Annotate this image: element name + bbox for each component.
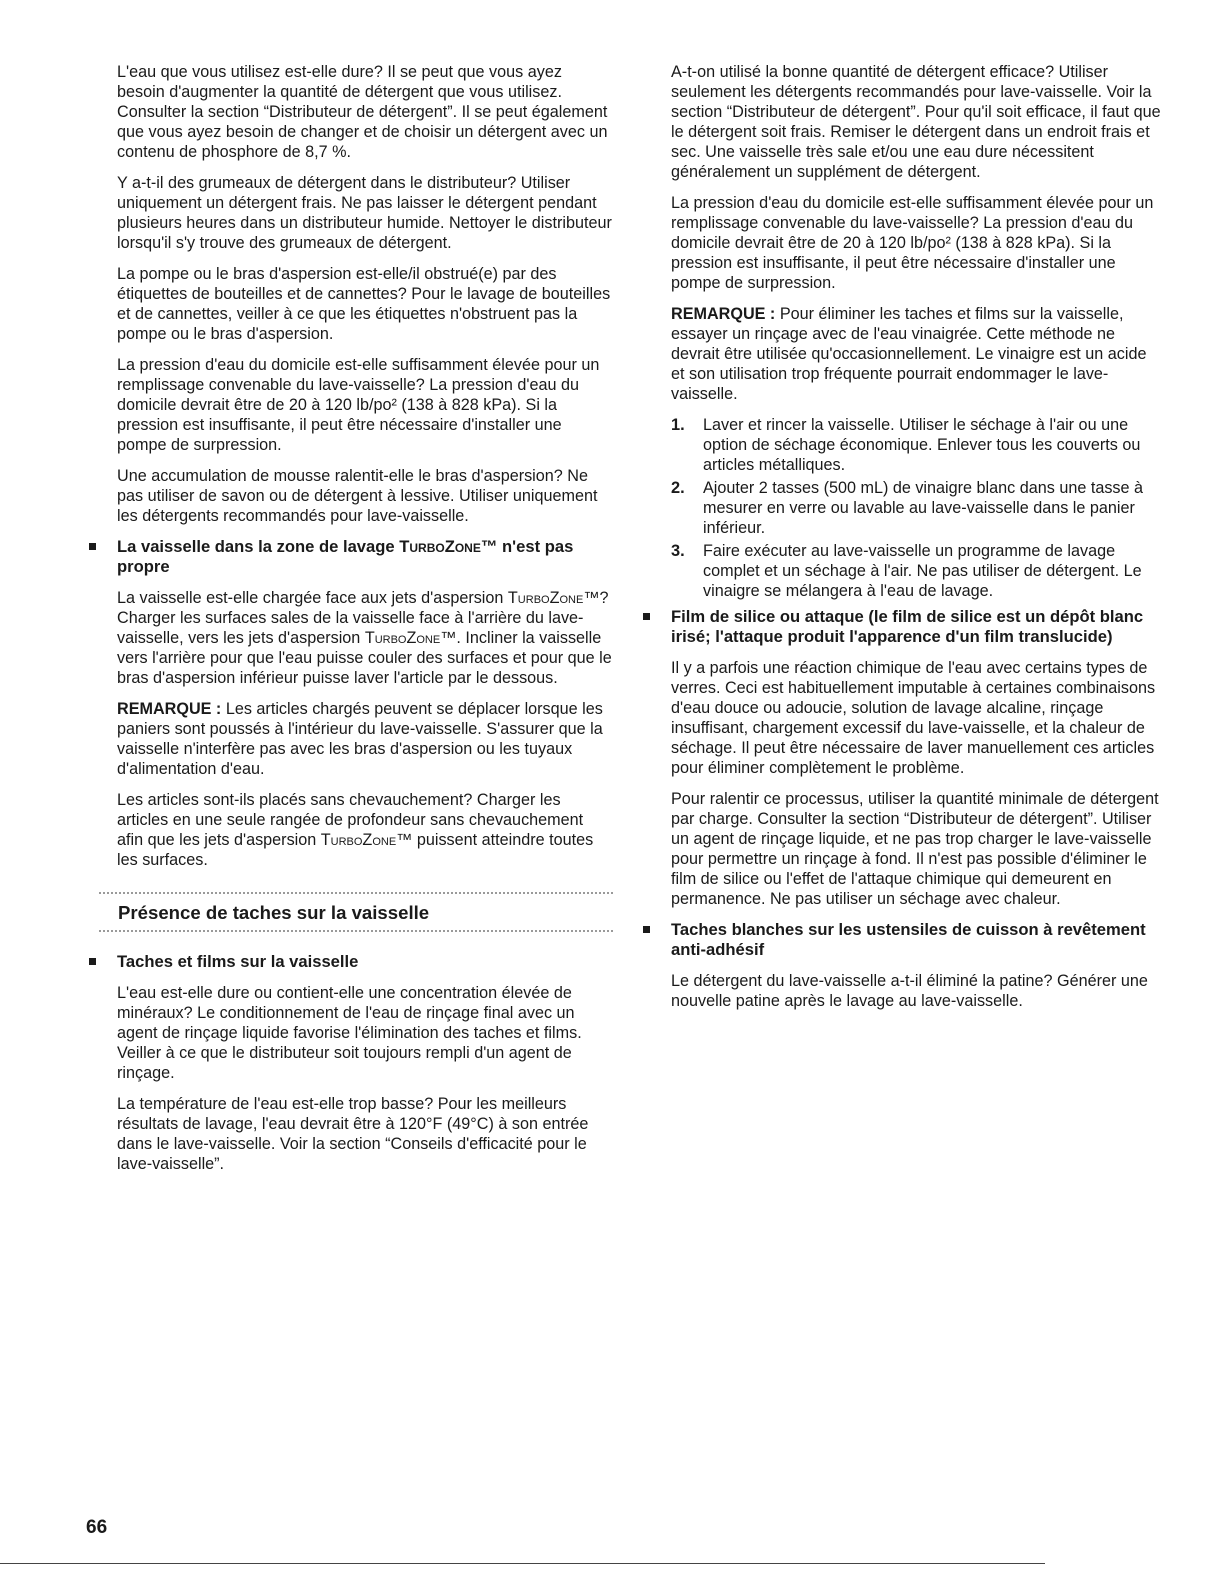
step-number: 1. bbox=[671, 416, 685, 434]
bullet-square-icon bbox=[643, 926, 650, 933]
section-title: Présence de taches sur la vaisselle bbox=[118, 902, 430, 923]
bullet-text: Taches blanches sur les ustensiles de cuisson à revêtement anti-adhésif bbox=[671, 920, 1146, 959]
bullet-heading-nonstick bbox=[671, 920, 1163, 960]
paragraph bbox=[117, 790, 613, 870]
numbered-steps bbox=[671, 415, 1163, 601]
note-text: Pour éliminer les taches et films sur la vaisselle, essayer un rinçage avec de l'eau vinaigrée. Cette méthode ne devrait être utilisée qu'occasionnellement. Le vinaigre est un acide et son utilisation trop fréquente pourrait endommager le lave-vaisselle. bbox=[671, 305, 1147, 403]
bullet-square-icon bbox=[643, 613, 650, 620]
paragraph: Une accumulation de mousse ralentit-elle le bras d'aspersion? Ne pas utiliser de savon ou de détergent à lessive. Utiliser uniquement les détergents recommandés pour lave-vaisselle. bbox=[117, 467, 598, 525]
paragraph: La pompe ou le bras d'aspersion est-elle/il obstrué(e) par des étiquettes de bouteilles et de cannettes? Pour le lavage de bouteilles et de cannettes, veiller à ce que les étiquettes n'obstruent pas la pompe ou le bras d'aspersion. bbox=[117, 265, 611, 343]
step-text: Ajouter 2 tasses (500 mL) de vinaigre blanc dans une tasse à mesurer en verre ou lavable au lave-vaisselle dans le panier inférieur. bbox=[703, 479, 1144, 537]
left-column bbox=[117, 62, 613, 1185]
step-item bbox=[671, 541, 1163, 601]
bullet-heading-spots bbox=[117, 952, 613, 972]
bullet-square-icon bbox=[89, 543, 96, 550]
brand-name: TurboZone bbox=[364, 629, 441, 647]
bullet-text: Film de silice ou attaque (le film de silice est un dépôt blanc irisé; l'attaque produit l'apparence d'un film translucide) bbox=[671, 607, 1144, 646]
note-paragraph bbox=[117, 699, 613, 779]
note-label: REMARQUE : bbox=[117, 700, 222, 718]
paragraph bbox=[117, 588, 613, 688]
brand-name: TurboZone bbox=[399, 537, 481, 556]
paragraph-text: ™. Incliner la vaisselle vers l'arrière pour que l'eau puisse couler des surfaces et pour que le bras d'aspersion inférieur puisse laver l'article par le dessous. bbox=[117, 629, 612, 687]
note-label: REMARQUE : bbox=[671, 305, 776, 323]
paragraph-text: Les articles sont-ils placés sans chevauchement? Charger les articles en une seule rangée de profondeur sans chevauchement afin que les jets d'aspersion bbox=[117, 791, 584, 849]
note-text: Les articles chargés peuvent se déplacer lorsque les paniers sont poussés à l'intérieur du lave-vaisselle. S'assurer que la vaisselle n'interfère pas avec les bras d'aspersion ou les tuyaux d'alimentation d'eau. bbox=[117, 700, 603, 778]
paragraph: Pour ralentir ce processus, utiliser la quantité minimale de détergent par charge. Consulter la section “Distributeur de détergent”. Utiliser un agent de rinçage liquide, et ne pas trop charger le lave-vaisselle pour permettre un rinçage à fond. Il n'est pas possible d'éliminer le film de silice ou l'effet de l'attaque chimique qui demeurent en permanence. Ne pas utiliser un séchage avec chaleur. bbox=[671, 790, 1159, 908]
step-text: Laver et rincer la vaisselle. Utiliser le séchage à l'air ou une option de séchage économique. Enlever tous les couverts ou articles métalliques. bbox=[703, 416, 1141, 474]
paragraph: Le détergent du lave-vaisselle a-t-il éliminé la patine? Générer une nouvelle patine après le lavage au lave-vaisselle. bbox=[671, 972, 1148, 1010]
page-number: 66 bbox=[86, 1517, 108, 1538]
bottom-divider bbox=[0, 1563, 1045, 1564]
step-text: Faire exécuter au lave-vaisselle un programme de lavage complet et un séchage à l'air. Ne pas utiliser de détergent. Le vinaigre se mélangera à l'eau de lavage. bbox=[703, 542, 1142, 600]
paragraph: La température de l'eau est-elle trop basse? Pour les meilleurs résultats de lavage, l'eau devrait être à 120°F (49°C) à son entrée dans le lave-vaisselle. Voir la section “Conseils d'efficacité pour le lave-vaisselle”. bbox=[117, 1095, 589, 1173]
step-item bbox=[671, 478, 1163, 538]
paragraph: La pression d'eau du domicile est-elle suffisamment élevée pour un remplissage convenable du lave-vaisselle? La pression d'eau du domicile devrait être de 20 à 120 lb/po² (138 à 828 kPa). Si la pression est insuffisante, il peut être nécessaire d'installer une pompe de surpression. bbox=[117, 356, 600, 454]
bullet-text: Taches et films sur la vaisselle bbox=[117, 952, 359, 971]
paragraph-text: La vaisselle est-elle chargée face aux jets d'aspersion bbox=[117, 589, 508, 607]
paragraph: Y a-t-il des grumeaux de détergent dans le distributeur? Utiliser uniquement un détergent frais. Ne pas laisser le détergent pendant plusieurs heures dans un distributeur humide. Nettoyer le distributeur lorsqu'il s'y trouve des grumeaux de détergent. bbox=[117, 174, 612, 252]
section-heading bbox=[99, 892, 613, 932]
note-paragraph bbox=[671, 304, 1163, 404]
bullet-text: La vaisselle dans la zone de lavage bbox=[117, 537, 400, 556]
right-column bbox=[671, 62, 1163, 1022]
paragraph-text: ™? Charger les surfaces sales de la vaisselle face à l'arrière du lave-vaisselle, vers les jets d'aspersion bbox=[117, 589, 609, 647]
paragraph: A-t-on utilisé la bonne quantité de détergent efficace? Utiliser seulement les détergents recommandés pour lave-vaisselle. Voir la section “Distributeur de détergent”. Pour qu'il soit efficace, il faut que le détergent soit frais. Remiser le détergent dans un endroit frais et sec. Une vaisselle très sale et/ou une eau dure nécessitent généralement un supplément de détergent. bbox=[671, 63, 1161, 181]
paragraph-text: ™ puissent atteindre toutes les surfaces. bbox=[117, 831, 594, 869]
paragraph: La pression d'eau du domicile est-elle suffisamment élevée pour un remplissage convenable du lave-vaisselle? La pression d'eau du domicile devrait être de 20 à 120 lb/po² (138 à 828 kPa). Si la pression est insuffisante, il peut être nécessaire d'installer une pompe de surpression. bbox=[671, 194, 1154, 292]
paragraph: L'eau que vous utilisez est-elle dure? Il se peut que vous ayez besoin d'augmenter la quantité de détergent que vous utilisez. Consulter la section “Distributeur de détergent”. Il se peut également que vous ayez besoin de changer et de choisir un détergent avec un contenu de phosphore de 8,7 %. bbox=[117, 63, 608, 161]
paragraph: L'eau est-elle dure ou contient-elle une concentration élevée de minéraux? Le conditionnement de l'eau de rinçage final avec un agent de rinçage liquide favorise l'élimination des taches et films. Veiller à ce que le distributeur soit toujours rempli d'un agent de rinçage. bbox=[117, 984, 582, 1082]
bullet-text: ™ n'est pas propre bbox=[117, 537, 574, 576]
step-number: 2. bbox=[671, 479, 685, 497]
brand-name: TurboZone bbox=[507, 589, 584, 607]
step-item bbox=[671, 415, 1163, 475]
paragraph: Il y a parfois une réaction chimique de l'eau avec certains types de verres. Ceci est habituellement imputable à certaines combinaisons d'eau douce ou adoucie, solution de lavage alcaline, rinçage insuffisant, chargement excessif du lave-vaisselle, et la chaleur de séchage. Il peut être nécessaire de laver manuellement ces articles pour éliminer complètement le problème. bbox=[671, 659, 1156, 777]
bullet-heading-silica-film bbox=[671, 607, 1163, 647]
step-number: 3. bbox=[671, 542, 685, 560]
brand-name: TurboZone bbox=[320, 831, 397, 849]
bullet-square-icon bbox=[89, 958, 96, 965]
bullet-heading-turbozone bbox=[117, 537, 613, 577]
